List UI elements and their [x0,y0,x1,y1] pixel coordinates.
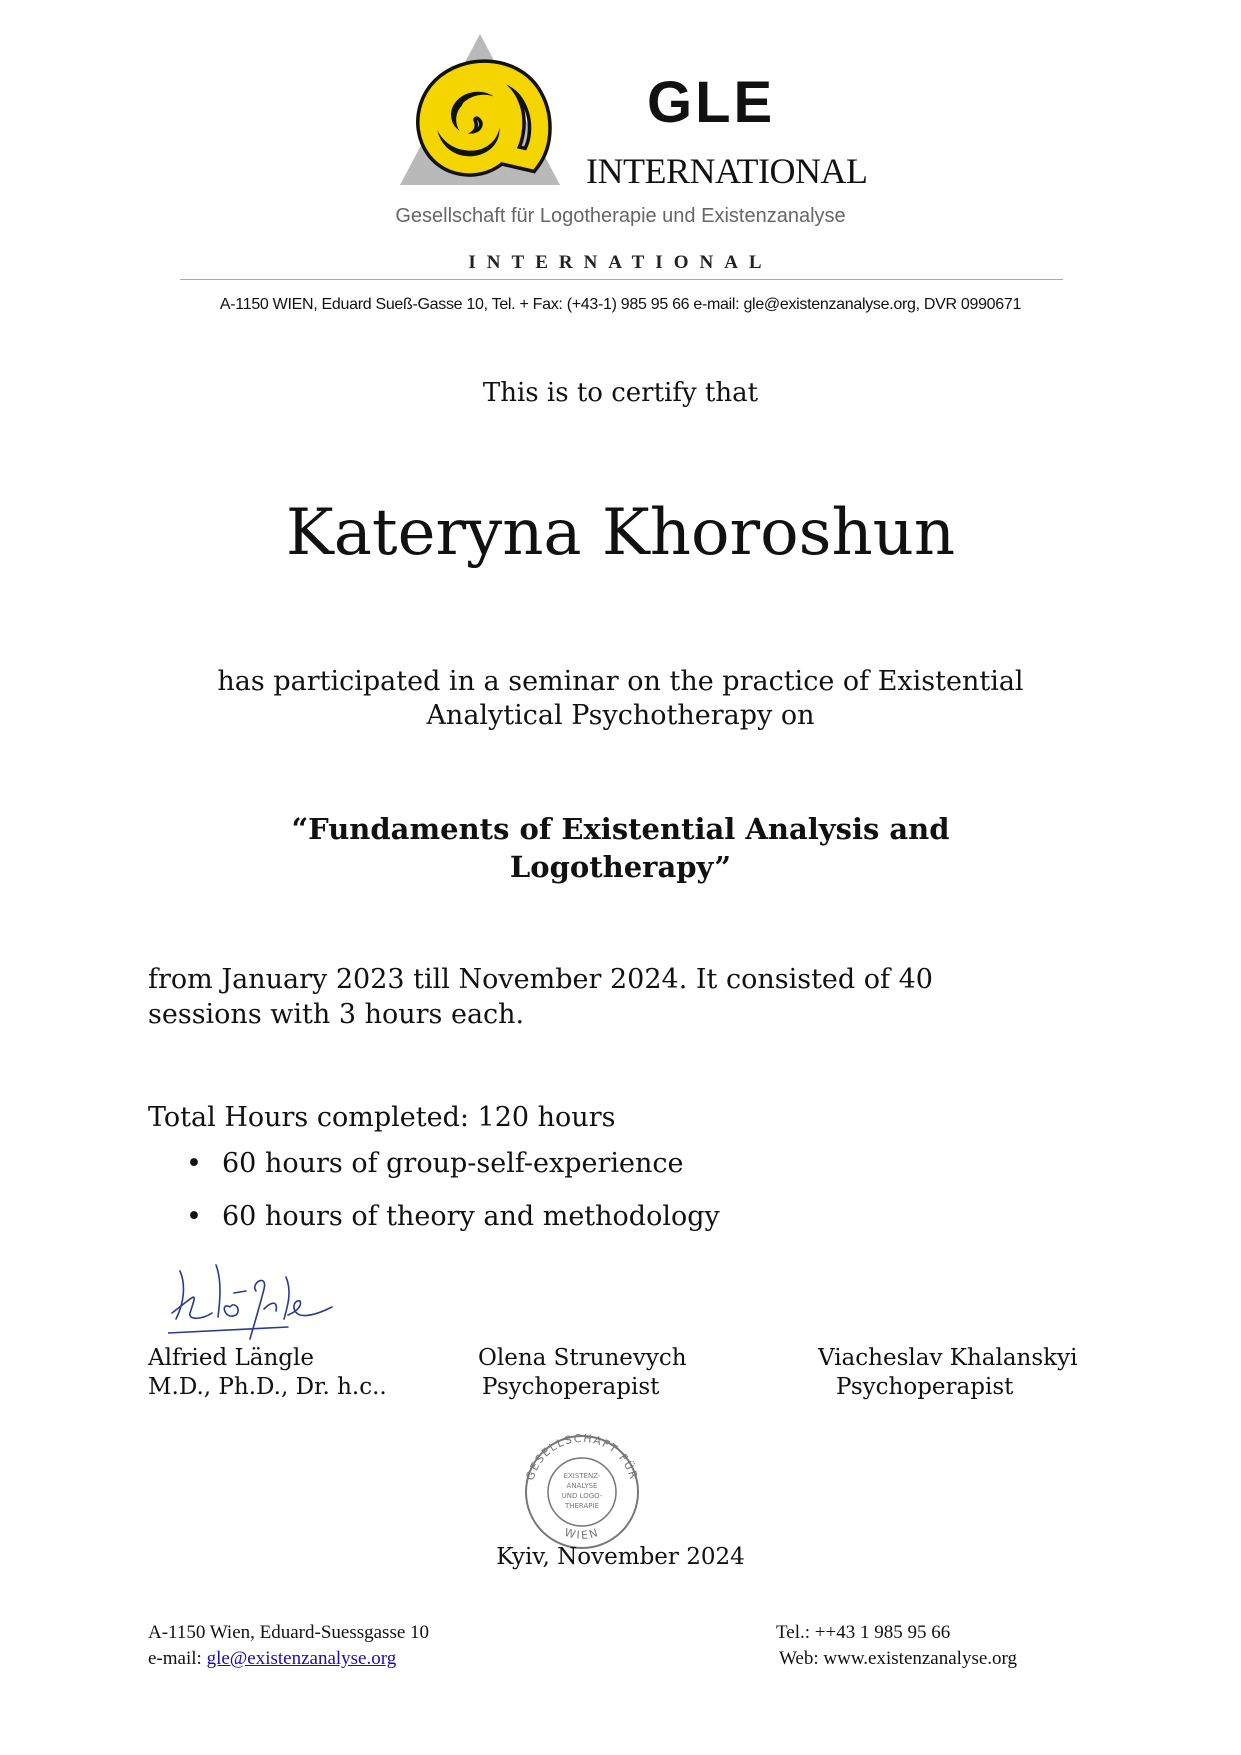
organization-name: Gesellschaft für Logotherapie und Existenzanalyse [395,205,846,227]
period-line-2: sessions with 3 hours each. [148,999,525,1030]
seal-stamp-icon [512,1430,652,1550]
list-item: • 60 hours of theory and methodology [186,1201,720,1254]
course-title [0,810,1241,886]
brand-title: GLE [647,70,776,135]
signatory-name: Olena Strunevych [478,1345,687,1371]
participation-line-2: Analytical Psychotherapy on [426,700,815,731]
footer-left [148,1620,429,1672]
signatory-3 [818,1344,1077,1402]
course-title-line-1: “Fundaments of Existential Analysis and [291,812,950,846]
gle-logo-icon [400,30,570,190]
signatory-title: Psychoperapist [482,1374,660,1400]
seal-center-line: UND LOGO- [561,1492,603,1500]
period-text [148,962,1048,1032]
signatory-2 [478,1344,687,1402]
svg-text:WIEN [563,1526,601,1542]
signatory-name: Viacheslav Khalanskyi [818,1345,1078,1371]
participation-line-1: has participated in a seminar on the practice of Existential [217,666,1024,697]
seal-bottom-text: WIEN [562,1525,602,1543]
seal-center-line: ANALYSE [566,1482,598,1490]
seal-center-line: EXISTENZ- [563,1472,601,1480]
footer-email-line [148,1646,429,1672]
footer-right [776,1620,1017,1672]
signatory-1 [148,1344,387,1402]
signature-icon [168,1255,378,1340]
seal-ring-text: GESELLSCHAFT FÜR [523,1431,641,1482]
certify-intro: This is to certify that [482,378,759,408]
footer-email-link[interactable]: gle@existenzanalyse.org [206,1648,397,1669]
organization-international: INTERNATIONAL [468,252,773,273]
footer-address: A-1150 Wien, Eduard-Suessgasse 10 [148,1622,430,1643]
course-title-line-2: Logotherapy” [509,850,732,884]
brand-subtitle: INTERNATIONAL [586,151,868,191]
letterhead-address: A-1150 WIEN, Eduard Sueß-Gasse 10, Tel. + Fax: (+43-1) 985 95 66 e-mail: gle@existenzanalyse.org, DVR 0990671 [219,296,1022,313]
signatory-title: M.D., Ph.D., Dr. h.c.. [148,1374,387,1400]
footer-phone: Tel.: ++43 1 985 95 66 [776,1622,951,1643]
signatory-title: Psychoperapist [836,1374,1014,1400]
list-item: • 60 hours of group-self-experience [186,1148,720,1201]
hours-breakdown-list [186,1148,720,1254]
footer-email-label: e-mail: [148,1648,202,1669]
seal-center-line: THERAPIE [564,1502,600,1510]
signatory-name: Alfried Längle [148,1345,314,1371]
place-date: Kyiv, November 2024 [496,1544,745,1570]
recipient-name: Kateryna Khoroshun [285,496,956,570]
footer-web: Web: www.existenzanalyse.org [779,1648,1018,1669]
period-line-1: from January 2023 till November 2024. It consisted of 40 [148,964,933,995]
letterhead-divider [180,279,1063,280]
participation-text [0,665,1241,733]
total-hours: Total Hours completed: 120 hours [148,1102,616,1133]
